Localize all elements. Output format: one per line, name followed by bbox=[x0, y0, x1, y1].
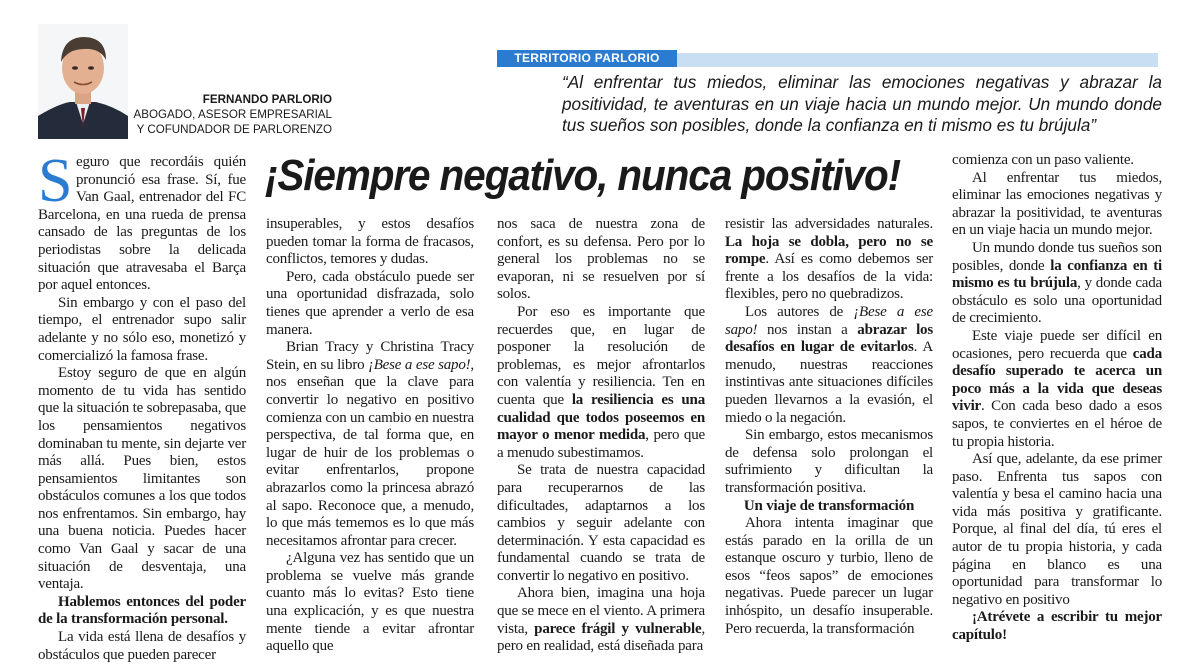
paragraph: Así que, adelante, da ese primer paso. Enfrenta tus sapos con valentía y besa el camino hacia una vida más positiva y gratificante. Porque, al final del día, tú eres el autor de tu propia historia, y cada página en blanco es una oportunidad para transformar lo negativo en positivo bbox=[952, 451, 1162, 608]
paragraph: Pero, cada obstáculo puede ser una oportunidad disfrazada, solo tienes que aprender a verlo de esa manera. bbox=[266, 268, 474, 338]
author-name: FERNANDO PARLORIO bbox=[202, 93, 332, 106]
text: Un mundo donde tus sueños son posibles, donde bbox=[952, 239, 1162, 274]
bold-paragraph: Hablemos entonces del poder de la transformación personal. bbox=[38, 593, 246, 628]
text: Por eso es importante que recuerdes que, en lugar de posponer la resolución de problemas, es mejor afrontarlos con valentía y resiliencia. Ten en cuenta que bbox=[497, 303, 705, 408]
subheading: Un viaje de transformación bbox=[743, 497, 915, 514]
paragraph: La vida está llena de desafíos y obstáculos que pueden parecer bbox=[38, 629, 246, 663]
book-title: ¡Bese a ese sapo! bbox=[368, 356, 471, 373]
text: , pero en realidad, está diseñada para bbox=[497, 620, 706, 655]
text: , nos enseñan que la clave para convertir lo negativo en positivo comienza con un cambio en nuestra perspectiva, de tal forma que, en lugar de huir de los problemas o evitar enfrentarlos, propone abrazarlos como la princesa abrazó al sapo. Reconoce que, a menudo, lo que más tememos es lo que más necesitamos afrontar para crecer. bbox=[266, 356, 474, 549]
paragraph bbox=[38, 147, 246, 295]
paragraph: Estoy seguro de que en algún momento de tu vida has sentido que la situación te sobrepasaba, que los pensamientos negativos dominaban tu mente, sin dejarte ver más allá. Pues bien, estos pensamientos limitantes son obstáculos comunes a los que todos nos enfrentamos. Sin embargo, hay una buena noticia. Puedes hacer como Van Gaal y sacar de una situación de desventaja, una ventaja. bbox=[38, 365, 246, 593]
article-column-5 bbox=[952, 152, 1162, 645]
article-column-1 bbox=[38, 147, 246, 664]
author-role-1: ABOGADO, ASESOR EMPRESARIAL bbox=[133, 108, 332, 121]
article-column-4 bbox=[725, 216, 933, 638]
paragraph-text: eguro que recordáis quién pronunció esa frase. Sí, fue Van Gaal, entrenador del FC Barcelona, en una rueda de prensa cansado de las preguntas de los periodistas sobre la delicada situación que atravesaba el Barça por aquel entonces. bbox=[38, 154, 246, 294]
bold-text: parece frágil y vulnerable bbox=[534, 620, 702, 637]
drop-cap: S bbox=[38, 147, 73, 215]
paragraph: nos saca de nuestra zona de confort, es su defensa. Pero por lo general los problemas no se evaporan, ni se resuelven por sí solos. bbox=[497, 216, 705, 303]
paragraph: insuperables, y estos desafíos pueden tomar la forma de fracasos, conflictos, temores y dudas. bbox=[266, 216, 474, 268]
paragraph: Sin embargo y con el paso del tiempo, el entrenador supo salir adelante y no sólo eso, monetizó y comercializó la famosa frase. bbox=[38, 294, 246, 364]
paragraph: comienza con un paso valiente. bbox=[952, 152, 1134, 168]
paragraph bbox=[497, 304, 705, 462]
paragraph: Se trata de nuestra capacidad para recuperarnos de las dificultades, adaptarnos a los cambios y seguir adelante con determinación. Y esta capacidad es fundamental cuando se trata de convertir lo negativo en positivo. bbox=[497, 462, 705, 584]
article-column-3 bbox=[497, 216, 705, 656]
bold-text: la confianza en ti mismo es tu brújula bbox=[952, 257, 1162, 292]
article-column-2 bbox=[266, 216, 474, 656]
text: Ahora bien, imagina una hoja que se mece en el viento. A primera vista, bbox=[497, 585, 705, 637]
text: , pero que a menudo subestimamos. bbox=[497, 427, 705, 461]
bold-text: abrazar los desafíos en lugar de evitarlos bbox=[725, 321, 933, 356]
paragraph: Al enfrentar tus miedos, eliminar las emociones negativas y abrazar la positividad, te aventuras en un viaje hacia un mundo mejor. bbox=[952, 169, 1162, 239]
pull-quote: “Al enfrentar tus miedos, eliminar las emociones negativas y abrazar la positividad, te aventuras en un viaje hacia un mundo mejor. Un mundo donde tus sueños son posibles, donde la confianza en ti mismo es tu brújula” bbox=[562, 72, 1162, 135]
closing-line: ¡Atrévete a escribir tu mejor capítulo! bbox=[952, 609, 1162, 644]
text: . A menudo, nuestras reacciones instintivas ante situaciones difíciles pueden llevarnos a la evasión, el miedo o la negación. bbox=[725, 339, 934, 426]
bold-text: La hoja se dobla, pero no se rompe bbox=[725, 233, 933, 268]
paragraph: Ahora intenta imaginar que estás parado en la orilla de un estanque oscuro y turbio, lleno de esos “feos sapos” de emociones negativas. Puede parecer un lugar inhóspito, un desafío insuperable. Pero recuerda, la transformación bbox=[725, 515, 933, 637]
paragraph bbox=[725, 216, 933, 304]
text: Este viaje puede ser difícil en ocasiones, pero recuerda que bbox=[952, 327, 1162, 362]
paragraph bbox=[725, 304, 933, 427]
article-headline: ¡Siempre negativo, nunca positivo! bbox=[265, 151, 901, 200]
text: resistir las adversidades naturales. bbox=[725, 216, 933, 232]
text: Brian Tracy y Christina Tracy Stein, en su libro bbox=[266, 339, 474, 373]
bold-text: cada desafío superado te acerca un poco más a la vida que deseas vivir bbox=[952, 345, 1162, 415]
paragraph bbox=[952, 328, 1162, 451]
text: Los autores de bbox=[745, 303, 854, 320]
author-byline bbox=[132, 92, 332, 137]
text: . Así es como debemos ser frente a los desafíos de la vida: flexibles, pero no quebradizos. bbox=[725, 251, 933, 303]
text: nos instan a bbox=[757, 321, 858, 338]
paragraph: ¿Alguna vez has sentido que un problema se vuelve más grande cuanto más lo evitas? Esto tiene una explicación, y es que nuestra mente tiende a evitar afrontar aquello que bbox=[266, 550, 474, 655]
text: . Con cada beso dado a esos sapos, te conviertes en el héroe de tu propia historia. bbox=[952, 398, 1162, 450]
section-label: TERRITORIO PARLORIO bbox=[497, 50, 677, 67]
paragraph bbox=[952, 240, 1162, 328]
paragraph bbox=[266, 339, 474, 550]
book-title: ¡Bese a ese sapo! bbox=[725, 303, 933, 338]
author-photo bbox=[38, 24, 128, 139]
author-role-2: Y COFUNDADOR DE PARLORENZO bbox=[136, 123, 332, 136]
text: , y donde cada obstáculo es solo una oportunidad de crecimiento. bbox=[952, 275, 1162, 327]
paragraph: Sin embargo, estos mecanismos de defensa solo prolongan el sufrimiento y dificultan la transformación positiva. bbox=[725, 427, 933, 496]
bold-text: la resiliencia es una cualidad que todos poseemos en mayor o menor medida bbox=[497, 391, 705, 444]
paragraph bbox=[497, 585, 705, 655]
